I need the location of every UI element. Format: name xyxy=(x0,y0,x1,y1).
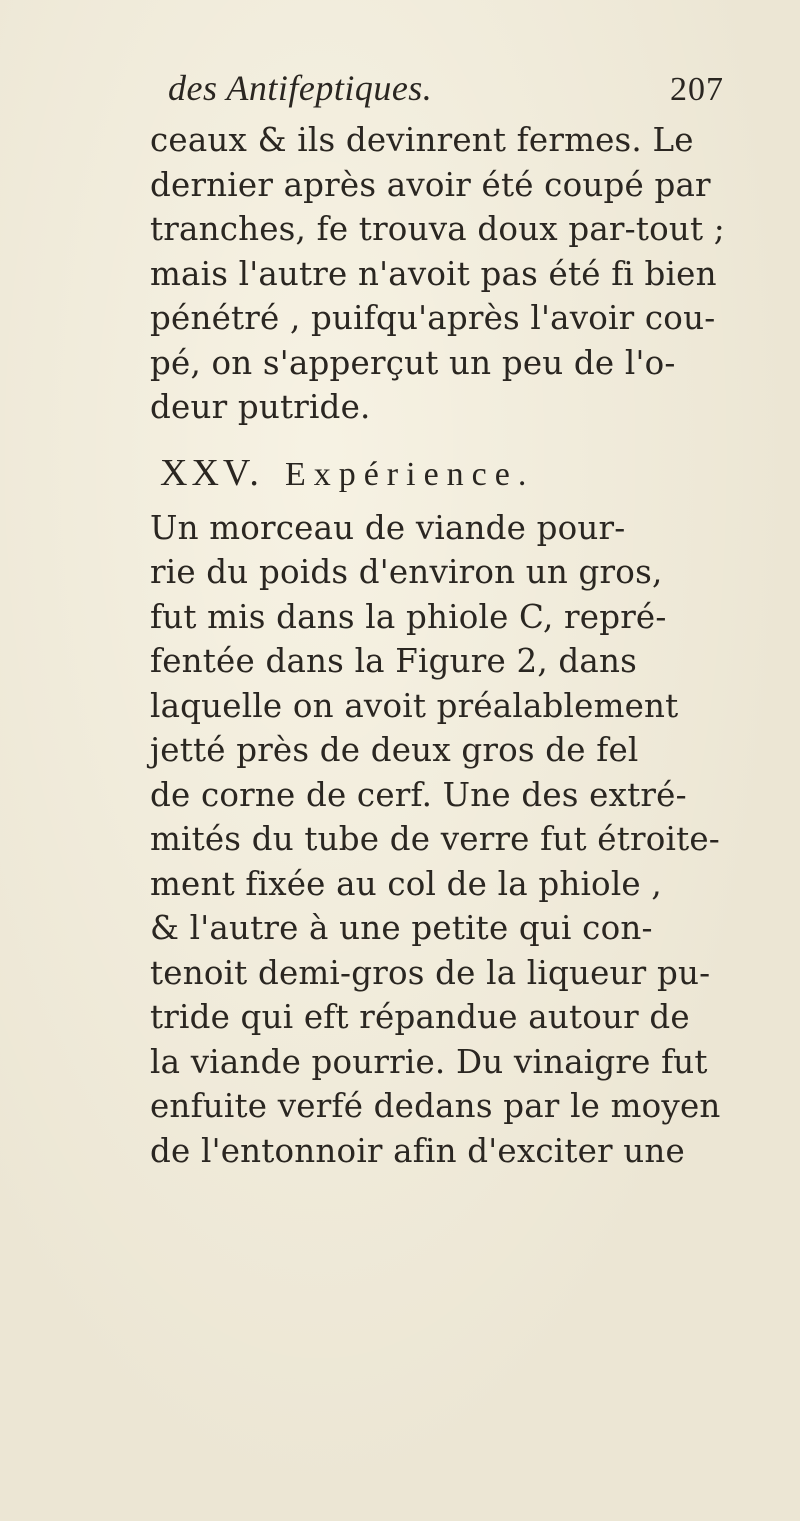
text-line: tenoit demi-gros de la liqueur pu- xyxy=(150,953,711,992)
text-line: de l'entonnoir afin d'exciter une xyxy=(150,1131,685,1170)
text-line: ment fixée au col de la phiole , xyxy=(150,864,662,903)
text-line: tranches, fe trouva doux par-tout ; xyxy=(150,210,725,248)
paragraph-1 xyxy=(150,118,790,430)
section-heading xyxy=(150,450,790,496)
text-line: tride qui eft répandue autour de xyxy=(150,998,690,1036)
text-line: de corne de cerf. Une des extré- xyxy=(150,775,687,814)
text-line: Un morceau de viande pour- xyxy=(150,508,626,547)
text-line: mais l'autre n'avoit pas été fi bien xyxy=(150,254,717,293)
running-title: des Antifeptiques. xyxy=(168,68,433,108)
text-line: deur putride. xyxy=(150,388,371,426)
text-line: enfuite verfé dedans par le moyen xyxy=(150,1087,721,1125)
text-line: jetté près de deux gros de fel xyxy=(150,731,639,769)
section-title: Expérience. xyxy=(284,455,535,493)
text-line: ceaux & ils devinrent fermes. Le xyxy=(150,121,694,159)
text-line: & l'autre à une petite qui con- xyxy=(150,909,653,947)
text-line: dernier après avoir été coupé par xyxy=(150,165,711,204)
text-block xyxy=(150,118,790,1173)
text-line: pénétré , puifqu'après l'avoir cou- xyxy=(150,299,716,337)
paragraph-2 xyxy=(150,506,790,1174)
text-line: rie du poids d'environ un gros, xyxy=(150,553,663,591)
text-line: mités du tube de verre fut étroite- xyxy=(150,820,720,858)
text-line: fut mis dans la phiole C, repré- xyxy=(150,597,667,636)
section-number: XXV. xyxy=(160,451,263,494)
text-line: la viande pourrie. Du vinaigre fut xyxy=(150,1042,708,1081)
text-line: pé, on s'apperçut un peu de l'o- xyxy=(150,343,676,382)
text-line: laquelle on avoit préalablement xyxy=(150,686,679,725)
page-number: 207 xyxy=(670,71,724,108)
text-line: fentée dans la Figure 2, dans xyxy=(150,642,637,680)
